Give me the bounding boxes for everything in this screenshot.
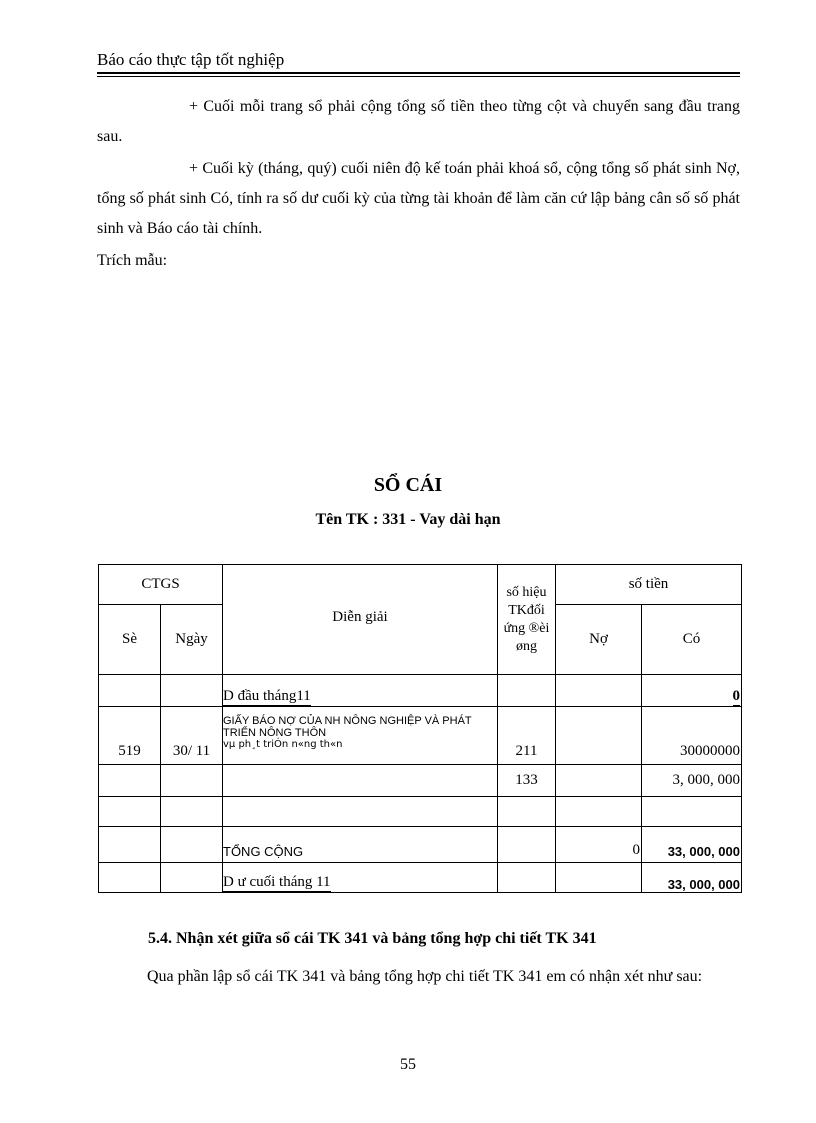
- entry1-desc-line2: vµ ph¸t triÓn n«ng th«n: [223, 739, 343, 750]
- page-number: 55: [400, 1056, 416, 1073]
- closing-co: 33, 000, 000: [642, 863, 742, 893]
- opening-desc: D đầu tháng11: [223, 688, 311, 704]
- header-rule-thick: [97, 72, 740, 74]
- header-so-hieu: số hiệu TKđối ứng ®èi øng: [498, 565, 556, 675]
- table-row: [99, 827, 742, 863]
- total-co: 33, 000, 000: [642, 827, 742, 863]
- section-text: Qua phần lập sổ cái TK 341 và bảng tổng hợp chi tiết TK 341 em có nhận xét như sau:: [147, 968, 703, 985]
- table-row: [99, 707, 742, 765]
- paragraph-1: + Cuối mỗi trang sổ phải cộng tổng số tiền theo từng cột và chuyển sang đầu trang sau.: [97, 98, 740, 145]
- header-co: Có: [642, 605, 742, 675]
- ledger-title: SỔ CÁI: [373, 474, 443, 496]
- table-row: [99, 675, 742, 707]
- header-so: Sè: [99, 605, 161, 675]
- entry1-so: 519: [99, 707, 161, 765]
- header-ngay: Ngày: [161, 605, 223, 675]
- table-row: [99, 863, 742, 893]
- ledger-subtitle: Tên TK : 331 - Vay dài hạn: [315, 511, 501, 528]
- entry1-desc-line1: GIẤY BÁO NỢ CỦA NH NÔNG NGHIỆP VÀ PHÁT TRIỂN NÔNG THÔN: [223, 715, 472, 739]
- closing-desc: D ư cuối tháng 11: [223, 874, 331, 890]
- entry1-co: 30000000: [642, 707, 742, 765]
- ledger-table: [98, 564, 742, 893]
- header-dien-giai: Diễn giải: [223, 565, 498, 675]
- sample-label: Trích mẫu:: [97, 252, 168, 269]
- table-row: [99, 765, 742, 797]
- opening-co: 0: [732, 688, 740, 704]
- total-no: 0: [556, 827, 642, 863]
- entry2-tk: 133: [498, 765, 556, 797]
- section-heading: 5.4. Nhận xét giữa sổ cái TK 341 và bảng tổng hợp chi tiết TK 341: [148, 930, 597, 947]
- header-rule-thin: [97, 76, 740, 77]
- header-ctgs: CTGS: [99, 565, 223, 605]
- entry2-co: 3, 000, 000: [642, 765, 742, 797]
- paragraph-2: + Cuối kỳ (tháng, quý) cuối niên độ kế toán phải khoá sổ, cộng tổng số phát sinh Nợ, tổng số phát sinh Có, tính ra số dư cuối kỳ của từng tài khoản để làm căn cứ lập bảng cân số số phát sinh và Báo cáo tài chính.: [97, 160, 740, 237]
- page-header: Báo cáo thực tập tốt nghiệp: [97, 50, 285, 69]
- header-so-tien: số tiền: [556, 565, 742, 605]
- entry1-tk: 211: [498, 707, 556, 765]
- total-desc: TỔNG CỘNG: [223, 827, 498, 863]
- header-no: Nợ: [556, 605, 642, 675]
- table-row: [99, 797, 742, 827]
- entry1-ngay: 30/ 11: [161, 707, 223, 765]
